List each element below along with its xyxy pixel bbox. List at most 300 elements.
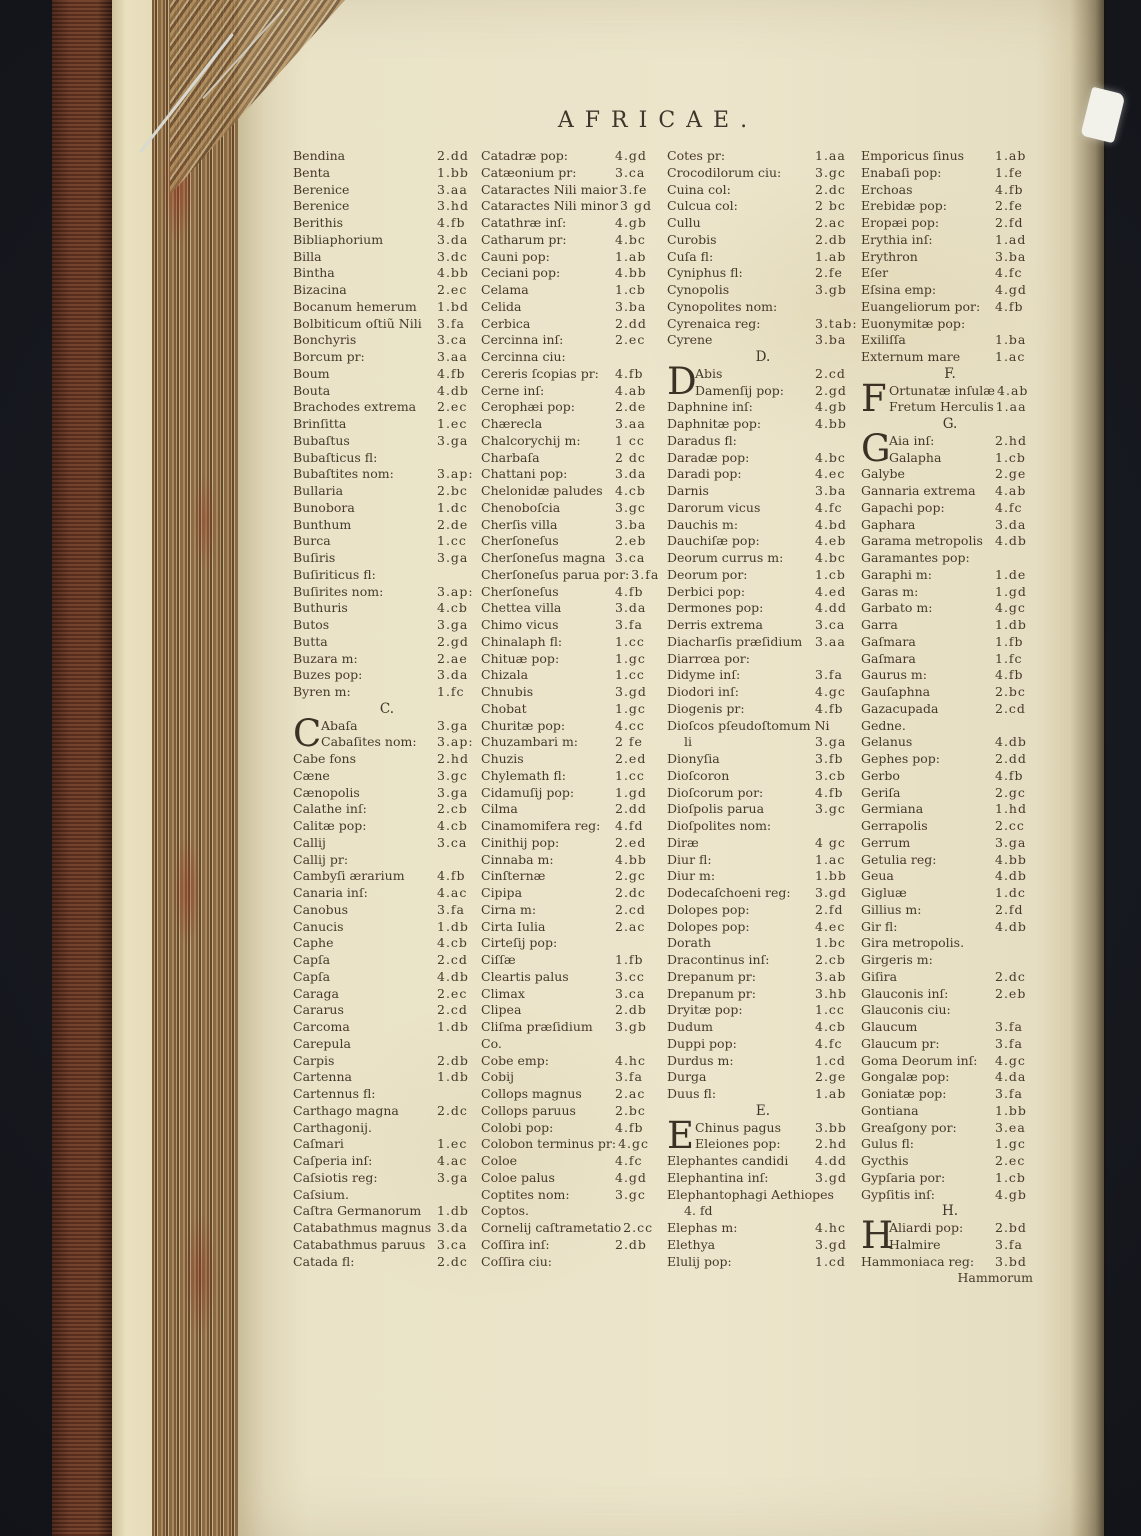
index-entry — [293, 801, 481, 818]
entry-ref: 4.fb — [995, 767, 1024, 783]
entry-ref: 3.ga — [815, 734, 847, 750]
entry-ref: 2.cc — [623, 1220, 654, 1235]
entry-ref: 2.ec — [995, 1153, 1026, 1168]
entry-ref: 3 gd — [620, 198, 652, 214]
entry-name: Catadræ pop: — [481, 148, 568, 163]
entry-name: Boum — [293, 365, 330, 381]
entry-ref: 1.bb — [437, 164, 469, 180]
entry-name: Diogenis pr: — [667, 700, 745, 716]
entry-ref: 3.ga — [437, 550, 469, 565]
entry-ref: 4.fc — [815, 1035, 843, 1051]
entry-name: Calathe inſ: — [293, 801, 367, 817]
index-entry — [481, 919, 659, 936]
entry-ref: 1.fb — [615, 952, 644, 967]
index-entry — [293, 483, 481, 500]
entry-name: Cabe fons — [293, 751, 357, 766]
entry-name: Dioſcos pſeudoſtomum Ni — [667, 717, 830, 733]
entry-ref: 3.da — [995, 516, 1027, 532]
index-entry — [293, 282, 481, 299]
entry-name: Cinnaba m: — [481, 851, 554, 867]
entry-ref: 3.ca — [437, 332, 468, 348]
entry-name: Gannaria extrema — [861, 483, 976, 498]
entry-name: Bubaſtites nom: — [293, 466, 394, 482]
entry-ref: 3.fe — [619, 181, 648, 197]
entry-name: Churitæ pop: — [481, 717, 566, 733]
entry-ref: 3.ba — [815, 332, 847, 348]
entry-name: Gaphara — [861, 516, 916, 532]
entry-name: Aia inſ: — [889, 432, 935, 448]
index-entry — [481, 282, 659, 299]
page-block-edge — [112, 0, 152, 1536]
section-letter: G. — [942, 416, 958, 432]
entry-name: Goma Deorum inſ: — [861, 1052, 978, 1068]
index-entry — [481, 600, 659, 617]
index-entry — [293, 1237, 481, 1254]
entry-ref: 2.cb — [437, 801, 468, 817]
entry-name: Cynopolis — [667, 282, 730, 297]
index-entry — [889, 450, 1039, 467]
entry-ref: 1.fb — [995, 633, 1024, 649]
entry-ref: 2.fd — [995, 901, 1024, 917]
entry-name: Collops magnus — [481, 1086, 582, 1101]
entry-name: Gontiana — [861, 1102, 919, 1118]
index-entry — [695, 366, 859, 383]
index-entry — [667, 1019, 859, 1036]
dropcap-lines — [695, 1120, 859, 1154]
entry-name: Celama — [481, 282, 529, 297]
entry-ref: 3.ga — [437, 432, 469, 448]
index-entry — [293, 969, 481, 986]
entry-ref: 2.ec — [437, 985, 468, 1001]
index-entry — [481, 265, 659, 282]
index-entry — [481, 366, 659, 383]
index-entry — [861, 1254, 1039, 1271]
entry-ref — [813, 818, 859, 835]
entry-ref: 4.fc — [995, 499, 1023, 515]
entry-ref: 3.ga — [437, 617, 469, 632]
entry-name: Damenſij pop: — [695, 382, 784, 398]
index-entry — [861, 1153, 1039, 1170]
entry-name: Callij pr: — [293, 851, 349, 867]
dropcap-lines — [889, 433, 1039, 467]
entry-name: Daradi pop: — [667, 466, 742, 482]
index-entry — [321, 734, 481, 751]
entry-name: Cataractes Nili minor — [481, 198, 619, 214]
entry-ref — [813, 299, 859, 316]
section-letter: F. — [944, 365, 956, 382]
entry-ref: 4.fb — [995, 667, 1024, 683]
entry-name: Billa — [293, 248, 322, 264]
index-entry — [481, 1220, 659, 1237]
index-entry — [861, 935, 1039, 952]
entry-name: Butos — [293, 617, 330, 632]
entry-name: Carepula — [293, 1035, 351, 1051]
index-entry — [293, 567, 481, 584]
entry-name: Colobi pop: — [481, 1119, 554, 1135]
entry-name: Catada fl: — [293, 1253, 355, 1269]
entry-ref: 3.da — [615, 466, 647, 482]
index-entry — [481, 215, 659, 232]
index-entry — [293, 986, 481, 1003]
entry-ref — [993, 316, 1039, 333]
entry-ref: 2.cb — [815, 952, 846, 967]
entry-ref: 3.fa — [615, 1069, 644, 1085]
index-entry — [889, 433, 1039, 450]
entry-ref: 4.gc — [995, 1052, 1026, 1068]
entry-name: Carthagonij. — [293, 1119, 372, 1135]
entry-ref — [613, 935, 659, 952]
entry-ref: 3.da — [437, 231, 469, 247]
index-entry — [667, 852, 859, 869]
entry-name: Dauchis m: — [667, 516, 739, 532]
index-entry — [293, 1136, 481, 1153]
index-entry — [481, 450, 659, 467]
entry-ref: 4.fb — [615, 583, 644, 599]
entry-ref: 2.ac — [615, 918, 646, 934]
entry-name: Clipea — [481, 1002, 522, 1018]
index-entry — [293, 1220, 481, 1237]
entry-ref: 4.cb — [437, 935, 468, 951]
entry-name: Cartennus fl: — [293, 1086, 376, 1101]
entry-name: Cirna m: — [481, 901, 537, 917]
index-entry — [861, 584, 1039, 601]
entry-name: Euonymitæ pop: — [861, 315, 966, 331]
entry-ref — [613, 1036, 659, 1053]
entry-name: Gycthis — [861, 1153, 909, 1168]
entry-ref: 3.gd — [815, 1236, 847, 1252]
entry-ref: 4.ec — [815, 918, 846, 934]
entry-ref: 4.fb — [615, 1119, 644, 1135]
entry-ref: 2.ec — [437, 282, 468, 297]
index-entry — [695, 1136, 859, 1153]
entry-name: Buſirites nom: — [293, 583, 384, 599]
entry-ref: 1.ab — [815, 1086, 847, 1101]
entry-ref — [993, 1002, 1039, 1019]
entry-ref: 1.ac — [995, 349, 1026, 364]
entry-ref: 4.fb — [615, 365, 644, 381]
entry-ref: 4.fd — [615, 818, 644, 833]
entry-ref: 3.tab: — [815, 315, 858, 331]
entry-ref: 2.dd — [615, 315, 647, 331]
entry-ref: 3.ca — [815, 617, 846, 632]
index-entry — [293, 383, 481, 400]
entry-name: Callij — [293, 834, 326, 850]
entry-ref: 1.aa — [815, 148, 846, 163]
entry-ref: 4.ab — [997, 382, 1029, 398]
index-entry — [481, 1086, 659, 1103]
entry-ref: 3.ca — [437, 1236, 468, 1252]
index-entry — [861, 651, 1039, 668]
index-entry — [481, 1203, 659, 1220]
entry-ref: 1.db — [437, 918, 469, 934]
index-entry — [861, 500, 1039, 517]
entry-ref: 1.fc — [437, 684, 465, 699]
index-entry — [667, 986, 859, 1003]
index-entry — [481, 868, 659, 885]
entry-name: Diur m: — [667, 868, 716, 884]
entry-name: Cilma — [481, 801, 518, 817]
entry-ref — [993, 550, 1039, 567]
entry-name: Carcoma — [293, 1019, 350, 1034]
index-entry — [861, 785, 1039, 802]
index-entry — [293, 399, 481, 416]
entry-name: Caſtra Germanorum — [293, 1203, 422, 1219]
entry-ref: 3.gc — [815, 801, 846, 817]
entry-ref: 3.gc — [615, 499, 646, 515]
entry-name: Cereris ſcopias pr: — [481, 365, 599, 381]
dropcap-lines — [889, 383, 1039, 417]
entry-name: Chinus pagus — [695, 1119, 782, 1135]
index-entry — [667, 885, 859, 902]
entry-ref: 4.fc — [995, 265, 1023, 281]
entry-name: Goniatæ pop: — [861, 1086, 947, 1101]
entry-ref: 3.gd — [615, 684, 647, 699]
index-entry — [481, 801, 659, 818]
index-entry — [667, 500, 859, 517]
index-entry — [667, 667, 859, 684]
index-entry — [293, 1187, 481, 1204]
index-entry — [293, 902, 481, 919]
entry-name: Fretum Herculis — [889, 399, 994, 415]
index-entry — [861, 567, 1039, 584]
entry-ref: 4.gb — [815, 399, 847, 415]
dropcap-lines — [889, 1220, 1039, 1254]
entry-name: Cherſis villa — [481, 516, 558, 532]
entry-name: Calitæ pop: — [293, 818, 367, 833]
entry-ref — [435, 1120, 481, 1137]
entry-ref: 2.dc — [815, 181, 846, 197]
entry-name: Cauni pop: — [481, 248, 550, 264]
entry-ref: 2.bc — [995, 684, 1026, 699]
index-entry — [481, 1153, 659, 1170]
index-entry — [667, 1203, 859, 1220]
entry-name: Aliardi pop: — [889, 1220, 964, 1235]
entry-ref: 4.hc — [815, 1220, 846, 1235]
entry-ref: 1.cb — [815, 566, 846, 582]
index-entry — [293, 617, 481, 634]
entry-name: 4. fd — [684, 1203, 713, 1219]
entry-ref — [435, 1036, 481, 1053]
index-entry — [481, 768, 659, 785]
entry-ref: 4.bb — [615, 265, 647, 281]
index-entry — [293, 952, 481, 969]
index-entry — [293, 148, 481, 165]
entry-ref: 2.dc — [995, 968, 1026, 984]
entry-ref — [993, 952, 1039, 969]
entry-ref: 2.dc — [615, 885, 646, 900]
index-entry — [667, 416, 859, 433]
entry-ref: 2 bc — [815, 198, 846, 214]
entry-ref: 3.gc — [437, 767, 468, 783]
index-entry — [861, 818, 1039, 835]
index-entry — [293, 818, 481, 835]
index-entry — [293, 366, 481, 383]
entry-ref: 4.cb — [437, 818, 468, 833]
entry-name: Borcum pr: — [293, 349, 365, 364]
entry-name: Darorum vicus — [667, 499, 761, 515]
entry-ref: 2 dc — [615, 449, 646, 465]
index-entry — [667, 1170, 859, 1187]
index-entry — [293, 232, 481, 249]
entry-ref: 3.fa — [995, 1035, 1024, 1051]
index-entry — [293, 215, 481, 232]
entry-ref: 2.ge — [815, 1069, 847, 1085]
entry-name: Bunobora — [293, 499, 355, 515]
entry-name: Cornelij caſtrametatio — [481, 1220, 622, 1235]
index-entry — [861, 852, 1039, 869]
entry-name: Deorum currus m: — [667, 550, 784, 565]
entry-ref: 4.fb — [815, 700, 844, 716]
index-entry — [861, 885, 1039, 902]
entry-name: Chinalaph fl: — [481, 633, 563, 649]
dropcap-letter: G — [861, 426, 891, 470]
index-entry — [667, 517, 859, 534]
index-entry — [667, 701, 859, 718]
index-entry — [481, 902, 659, 919]
entry-name: Cinithij pop: — [481, 834, 560, 850]
entry-ref: 4.gd — [995, 282, 1027, 297]
entry-name: Dolopes pop: — [667, 901, 750, 917]
entry-ref: 2.gd — [815, 382, 847, 398]
entry-name: Cipipa — [481, 885, 523, 900]
entry-name: Berenice — [293, 198, 350, 214]
entry-name: Eſer — [861, 265, 889, 281]
entry-name: Gerrum — [861, 834, 911, 850]
index-entry — [293, 265, 481, 282]
entry-ref: 1.cb — [995, 1169, 1026, 1185]
entry-name: Elulij pop: — [667, 1253, 732, 1269]
entry-ref: 2.fd — [815, 901, 844, 917]
index-entry — [481, 1103, 659, 1120]
entry-name: Cyrene — [667, 332, 713, 348]
entry-ref: 2.eb — [995, 985, 1027, 1001]
entry-name: Cambyſi ærarium — [293, 868, 405, 884]
index-entry — [481, 198, 659, 215]
index-entry — [293, 1053, 481, 1070]
entry-ref: 1.dc — [995, 885, 1026, 900]
entry-ref: 3.cc — [615, 968, 645, 984]
entry-name: Catathræ inſ: — [481, 215, 567, 230]
entry-ref: 4.gc — [815, 684, 846, 699]
index-entry — [667, 919, 859, 936]
entry-ref: 2.hd — [995, 432, 1027, 448]
entry-ref: 4.db — [995, 533, 1027, 549]
entry-name: Culcua col: — [667, 198, 738, 214]
entry-ref — [435, 567, 481, 584]
entry-ref: 3.ba — [815, 483, 847, 498]
index-entry — [861, 952, 1039, 969]
entry-name: Derris extrema — [667, 617, 763, 632]
index-entry — [293, 785, 481, 802]
entry-ref: 3.ba — [995, 248, 1027, 264]
entry-ref: 2.dd — [995, 751, 1027, 766]
index-entry — [481, 416, 659, 433]
index-entry — [667, 450, 859, 467]
entry-name: Coptos. — [481, 1203, 530, 1219]
entry-name: Cartenna — [293, 1069, 352, 1085]
entry-ref: 4.bc — [815, 550, 846, 565]
entry-name: Cherſoneſus parua por: — [481, 566, 630, 582]
entry-ref: 2.hd — [815, 1136, 847, 1152]
entry-ref: 1.ec — [437, 1136, 468, 1152]
entry-name: Chuzis — [481, 751, 524, 766]
entry-name: Burca — [293, 533, 331, 549]
entry-ref: 3.gb — [615, 1019, 647, 1034]
entry-name: Caphe — [293, 935, 334, 951]
entry-ref: 2.cd — [995, 700, 1026, 716]
entry-ref: 4.fb — [437, 365, 466, 381]
entry-name: Glaucum — [861, 1019, 918, 1034]
index-entry — [667, 1153, 859, 1170]
index-entry — [861, 265, 1039, 282]
index-entry — [861, 299, 1039, 316]
entry-name: Byren m: — [293, 684, 351, 699]
entry-ref: 1 cc — [615, 432, 645, 448]
entry-name: Bubaſtus — [293, 432, 350, 448]
index-entry — [293, 316, 481, 333]
gutter-shadow — [1070, 0, 1106, 1536]
index-entry — [293, 165, 481, 182]
index-entry — [861, 1053, 1039, 1070]
index-entry — [293, 667, 481, 684]
entry-ref: 1.db — [437, 1069, 469, 1085]
entry-name: Collops paruus — [481, 1102, 576, 1118]
entry-ref: 4.bb — [437, 265, 469, 281]
entry-ref — [435, 1187, 481, 1204]
index-entry — [481, 433, 659, 450]
entry-name: Garra — [861, 617, 898, 632]
index-entry — [293, 1002, 481, 1019]
index-entry — [667, 751, 859, 768]
entry-ref: 4.dd — [815, 1153, 847, 1168]
index-entry — [861, 1002, 1039, 1019]
entry-ref: 2.ac — [815, 215, 846, 230]
entry-ref: 4 gc — [815, 834, 846, 850]
entry-ref: 3.ca — [437, 834, 468, 850]
entry-ref: 2.dd — [615, 801, 647, 817]
entry-name: Bunthum — [293, 516, 352, 532]
entry-ref: 4.db — [995, 918, 1027, 934]
section-letter: C. — [379, 700, 395, 717]
index-entry — [667, 1254, 859, 1271]
entry-ref: 1.cc — [615, 667, 645, 683]
entry-ref: 4.gc — [995, 600, 1026, 616]
index-entry — [695, 1120, 859, 1137]
entry-name: Garaphi m: — [861, 566, 932, 582]
index-entry — [667, 1187, 859, 1204]
entry-name: Cotes pr: — [667, 148, 726, 163]
index-entry — [861, 1019, 1039, 1036]
index-column-4 — [861, 148, 1039, 1287]
index-entry — [481, 634, 659, 651]
entry-ref: 4.fb — [815, 784, 844, 800]
index-entry — [293, 332, 481, 349]
entry-ref: 2.dc — [437, 1253, 468, 1269]
entry-ref: 2.ge — [995, 466, 1027, 482]
entry-name: Catharum pr: — [481, 231, 567, 247]
entry-ref: 3.aa — [815, 633, 846, 649]
index-entry — [481, 718, 659, 735]
entry-ref: 3.da — [437, 1220, 469, 1235]
entry-ref: 1.fc — [995, 650, 1023, 666]
entry-ref: 1.gd — [995, 583, 1027, 599]
entry-name: Chærecla — [481, 416, 543, 431]
index-column-3 — [667, 148, 859, 1270]
entry-ref: 1.cb — [615, 282, 646, 297]
index-entry — [481, 316, 659, 333]
entry-name: Chylemath fl: — [481, 767, 566, 783]
index-entry — [481, 1237, 659, 1254]
